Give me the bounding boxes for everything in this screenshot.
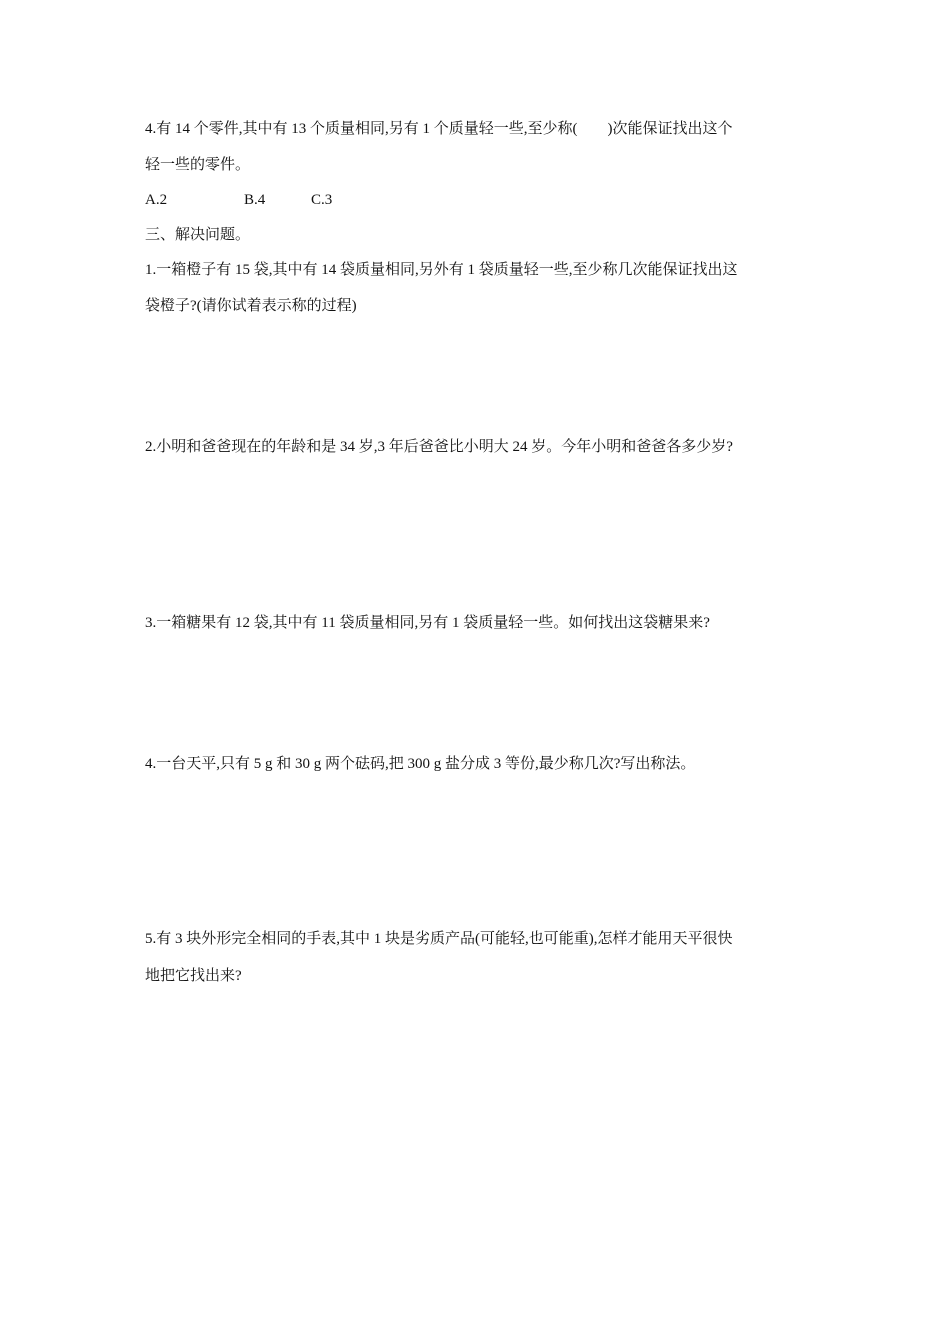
choice-question-4-line-1: 4.有 14 个零件,其中有 13 个质量相同,另有 1 个质量轻一些,至少称( )次能保证找出这个 <box>145 121 733 137</box>
problem-3-line-1: 3.一箱糖果有 12 袋,其中有 11 袋质量相同,另有 1 袋质量轻一些。如何找出这袋糖果来? <box>145 615 710 631</box>
choice-question-4-options <box>145 190 332 210</box>
problem-2-line-1: 2.小明和爸爸现在的年龄和是 34 岁,3 年后爸爸比小明大 24 岁。今年小明和爸爸各多少岁? <box>145 439 733 455</box>
problem-5-line-2: 地把它找出来? <box>145 968 242 984</box>
option-c: C.3 <box>311 192 333 208</box>
choice-question-4-line-2: 轻一些的零件。 <box>145 157 251 173</box>
option-b: B.4 <box>244 192 266 208</box>
option-a: A.2 <box>145 192 168 208</box>
section-3-heading: 三、解决问题。 <box>145 227 251 243</box>
problem-1-line-1: 1.一箱橙子有 15 袋,其中有 14 袋质量相同,另外有 1 袋质量轻一些,至少称几次能保证找出这 <box>145 262 738 278</box>
problem-4-line-1: 4.一台天平,只有 5 g 和 30 g 两个砝码,把 300 g 盐分成 3 等份,最少称几次?写出称法。 <box>145 756 696 772</box>
problem-1-line-2: 袋橙子?(请你试着表示称的过程) <box>145 298 357 314</box>
problem-5-line-1: 5.有 3 块外形完全相同的手表,其中 1 块是劣质产品(可能轻,也可能重),怎样才能用天平很快 <box>145 931 733 947</box>
